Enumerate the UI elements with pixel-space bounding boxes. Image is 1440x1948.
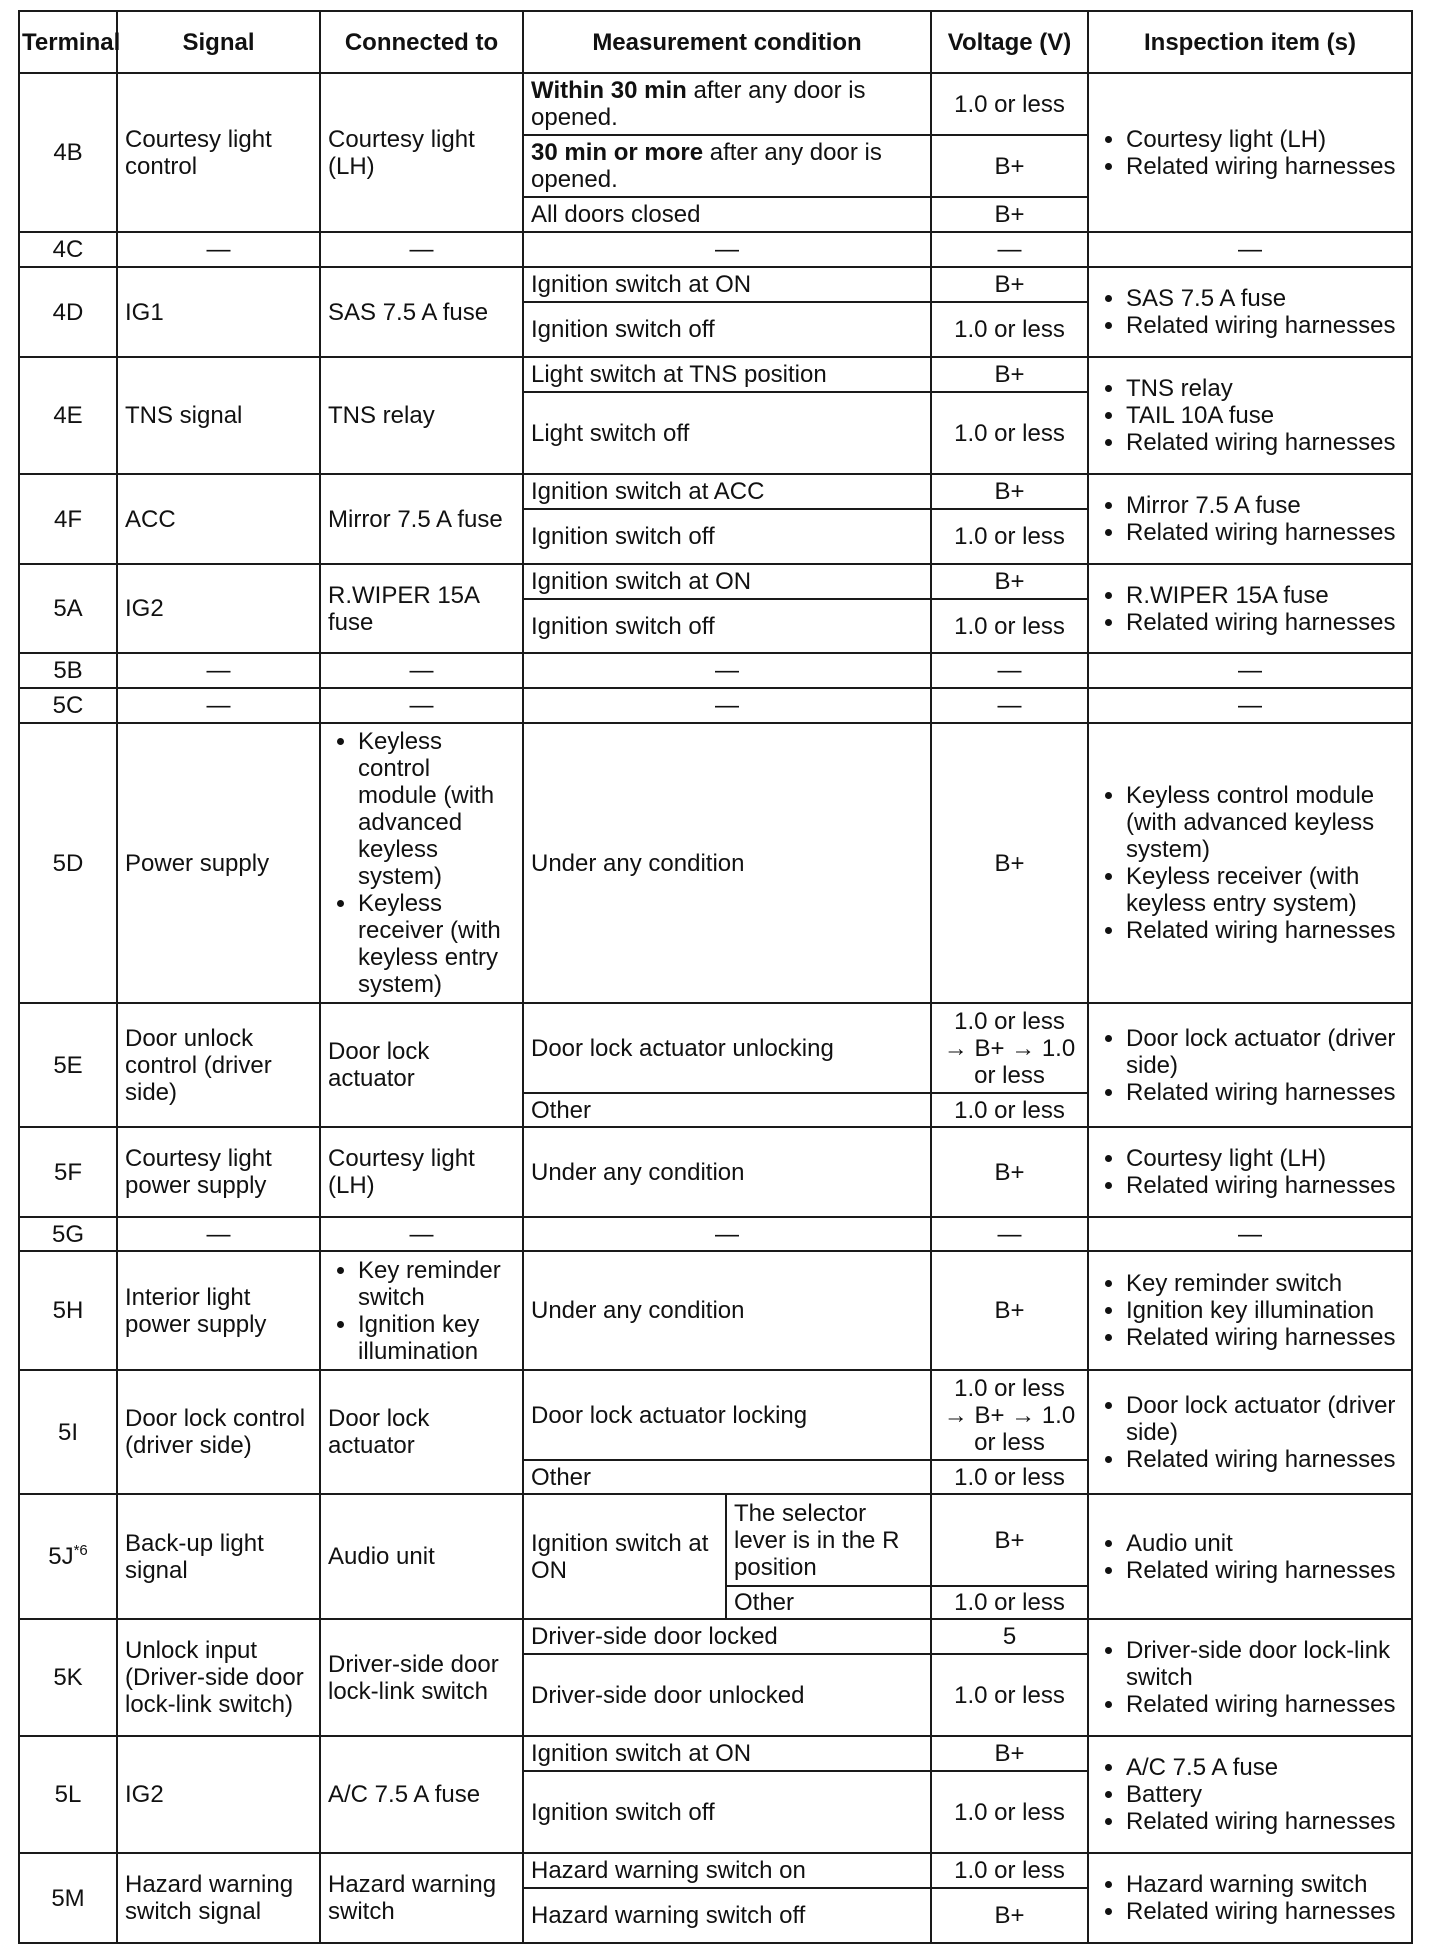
inspection-item: • Mirror 7.5 A fuse — [1126, 492, 1404, 519]
inspection-list — [1096, 1871, 1404, 1925]
inspection-item: • Related wiring harnesses — [1126, 1079, 1404, 1106]
inspection-list — [1096, 1025, 1404, 1106]
connected-list — [328, 728, 515, 998]
terminal-cell: 5L — [19, 1736, 117, 1853]
empty-dash: — — [931, 653, 1088, 688]
inspection-cell — [1088, 1127, 1412, 1217]
table-row — [19, 1251, 1412, 1370]
voltage-cell: 1.0 or less — [931, 392, 1088, 474]
table-row — [19, 474, 1412, 509]
condition-cell: Hazard warning switch off — [523, 1888, 931, 1943]
inspection-cell — [1088, 723, 1412, 1003]
terminal-cell: 5K — [19, 1619, 117, 1736]
empty-dash: — — [931, 688, 1088, 723]
header-connected-to: Connected to — [320, 11, 523, 73]
voltage-cell: 1.0 or less → B+ → 1.0 or less — [931, 1370, 1088, 1460]
condition-cell: Other — [523, 1460, 931, 1494]
condition-cell: Hazard warning switch on — [523, 1853, 931, 1888]
voltage-cell: 1.0 or less — [931, 1771, 1088, 1853]
inspection-item: • R.WIPER 15A fuse — [1126, 582, 1404, 609]
inspection-cell — [1088, 1251, 1412, 1370]
terminal-table-sheet — [18, 10, 1413, 1944]
signal-cell: TNS signal — [117, 357, 320, 474]
inspection-item: • Courtesy light (LH) — [1126, 1145, 1404, 1172]
table-row — [19, 1003, 1412, 1093]
inspection-list — [1096, 1270, 1404, 1351]
signal-cell: Interior light power supply — [117, 1251, 320, 1370]
inspection-cell — [1088, 1494, 1412, 1619]
inspection-item: • Door lock actuator (driver side) — [1126, 1025, 1404, 1079]
empty-dash: — — [523, 688, 931, 723]
inspection-list — [1096, 1145, 1404, 1199]
inspection-list — [1096, 582, 1404, 636]
condition-sub-cell: Other — [726, 1586, 931, 1619]
inspection-list — [1096, 1637, 1404, 1718]
empty-dash: — — [523, 1217, 931, 1251]
condition-cell: Driver-side door locked — [523, 1619, 931, 1654]
inspection-list — [1096, 375, 1404, 456]
connected-item: • Keyless receiver (with keyless entry system) — [358, 890, 515, 998]
table-row — [19, 653, 1412, 688]
inspection-item: • Keyless receiver (with keyless entry system) — [1126, 863, 1404, 917]
condition-cell: Ignition switch off — [523, 302, 931, 357]
inspection-item: • A/C 7.5 A fuse — [1126, 1754, 1404, 1781]
table-row — [19, 1127, 1412, 1217]
condition-sub-cell: The selector lever is in the R position — [726, 1494, 931, 1586]
condition-cell: Other — [523, 1093, 931, 1127]
condition-cell — [523, 73, 931, 135]
connected-cell — [320, 723, 523, 1003]
condition-cell: Light switch at TNS position — [523, 357, 931, 392]
signal-cell: Unlock input (Driver-side door lock-link switch) — [117, 1619, 320, 1736]
inspection-item: • SAS 7.5 A fuse — [1126, 285, 1404, 312]
terminal-voltage-table — [18, 10, 1413, 1944]
inspection-item: • Related wiring harnesses — [1126, 1172, 1404, 1199]
terminal-cell: 5A — [19, 564, 117, 653]
condition-text: after any door is opened. — [531, 139, 882, 193]
inspection-item: • Related wiring harnesses — [1126, 1898, 1404, 1925]
inspection-item: • Keyless control module (with advanced keyless system) — [1126, 782, 1404, 863]
voltage-cell: 1.0 or less — [931, 599, 1088, 653]
terminal-cell: 5C — [19, 688, 117, 723]
empty-dash: — — [523, 653, 931, 688]
empty-dash: — — [117, 653, 320, 688]
signal-cell: IG2 — [117, 564, 320, 653]
terminal-cell: 4B — [19, 73, 117, 232]
signal-cell: Hazard warning switch signal — [117, 1853, 320, 1943]
inspection-item: • TNS relay — [1126, 375, 1404, 402]
signal-cell: IG1 — [117, 267, 320, 357]
inspection-item: • TAIL 10A fuse — [1126, 402, 1404, 429]
table-row — [19, 688, 1412, 723]
empty-dash: — — [117, 1217, 320, 1251]
empty-dash: — — [1088, 1217, 1412, 1251]
table-row — [19, 357, 1412, 392]
voltage-cell: B+ — [931, 1251, 1088, 1370]
inspection-cell — [1088, 357, 1412, 474]
voltage-cell: B+ — [931, 197, 1088, 232]
voltage-cell: 1.0 or less — [931, 302, 1088, 357]
connected-cell: A/C 7.5 A fuse — [320, 1736, 523, 1853]
voltage-cell: B+ — [931, 1494, 1088, 1586]
inspection-cell — [1088, 1619, 1412, 1736]
voltage-cell: B+ — [931, 564, 1088, 599]
voltage-cell: B+ — [931, 357, 1088, 392]
header-signal: Signal — [117, 11, 320, 73]
connected-cell: Audio unit — [320, 1494, 523, 1619]
table-row — [19, 73, 1412, 135]
connected-item: • Ignition key illumination — [358, 1311, 515, 1365]
condition-cell: Door lock actuator locking — [523, 1370, 931, 1460]
inspection-cell — [1088, 267, 1412, 357]
terminal-cell: 5B — [19, 653, 117, 688]
empty-dash: — — [320, 688, 523, 723]
inspection-item: • Related wiring harnesses — [1126, 312, 1404, 339]
inspection-item: • Related wiring harnesses — [1126, 429, 1404, 456]
table-row — [19, 267, 1412, 302]
header-voltage: Voltage (V) — [931, 11, 1088, 73]
empty-dash: — — [931, 232, 1088, 267]
inspection-item: • Courtesy light (LH) — [1126, 126, 1404, 153]
voltage-cell: B+ — [931, 135, 1088, 197]
voltage-cell: 1.0 or less → B+ → 1.0 or less — [931, 1003, 1088, 1093]
condition-text: after any door is opened. — [531, 77, 866, 131]
connected-cell: Courtesy light (LH) — [320, 1127, 523, 1217]
inspection-item: • Ignition key illumination — [1126, 1297, 1404, 1324]
terminal-cell — [19, 1494, 117, 1619]
inspection-list — [1096, 126, 1404, 180]
table-row — [19, 1619, 1412, 1654]
terminal-cell: 5D — [19, 723, 117, 1003]
voltage-cell: 1.0 or less — [931, 73, 1088, 135]
voltage-cell: B+ — [931, 1127, 1088, 1217]
connected-cell — [320, 1251, 523, 1370]
voltage-cell: 1.0 or less — [931, 1460, 1088, 1494]
inspection-cell — [1088, 1853, 1412, 1943]
inspection-item: • Related wiring harnesses — [1126, 917, 1404, 944]
voltage-cell: 5 — [931, 1619, 1088, 1654]
connected-cell: R.WIPER 15A fuse — [320, 564, 523, 653]
condition-cell: Ignition switch off — [523, 599, 931, 653]
voltage-cell: B+ — [931, 474, 1088, 509]
terminal-cell: 5I — [19, 1370, 117, 1494]
voltage-cell: 1.0 or less — [931, 1654, 1088, 1736]
voltage-cell: 1.0 or less — [931, 509, 1088, 564]
inspection-item: • Driver-side door lock-link switch — [1126, 1637, 1404, 1691]
empty-dash: — — [117, 688, 320, 723]
condition-cell: Ignition switch at ACC — [523, 474, 931, 509]
inspection-item: • Key reminder switch — [1126, 1270, 1404, 1297]
inspection-cell — [1088, 1370, 1412, 1494]
empty-dash: — — [1088, 688, 1412, 723]
voltage-cell: 1.0 or less — [931, 1586, 1088, 1619]
inspection-list — [1096, 285, 1404, 339]
condition-cell: Door lock actuator unlocking — [523, 1003, 931, 1093]
signal-cell: IG2 — [117, 1736, 320, 1853]
connected-cell: TNS relay — [320, 357, 523, 474]
condition-cell: Driver-side door unlocked — [523, 1654, 931, 1736]
table-row — [19, 232, 1412, 267]
inspection-item: • Related wiring harnesses — [1126, 153, 1404, 180]
terminal-cell: 5E — [19, 1003, 117, 1127]
voltage-cell: B+ — [931, 1736, 1088, 1771]
connected-cell: SAS 7.5 A fuse — [320, 267, 523, 357]
condition-cell: Ignition switch at ON — [523, 1736, 931, 1771]
inspection-cell — [1088, 564, 1412, 653]
condition-cell: Ignition switch off — [523, 1771, 931, 1853]
connected-cell: Courtesy light (LH) — [320, 73, 523, 232]
inspection-list — [1096, 492, 1404, 546]
inspection-list — [1096, 1392, 1404, 1473]
inspection-cell — [1088, 73, 1412, 232]
condition-emphasis: 30 min or more — [531, 139, 704, 166]
signal-cell: Courtesy light power supply — [117, 1127, 320, 1217]
empty-dash: — — [523, 232, 931, 267]
inspection-item: • Battery — [1126, 1781, 1404, 1808]
signal-cell: Door unlock control (driver side) — [117, 1003, 320, 1127]
header-measurement-condition: Measurement condition — [523, 11, 931, 73]
empty-dash: — — [1088, 653, 1412, 688]
signal-cell: Power supply — [117, 723, 320, 1003]
condition-cell: Under any condition — [523, 1251, 931, 1370]
inspection-item: • Related wiring harnesses — [1126, 1691, 1404, 1718]
condition-cell: Ignition switch at ON — [523, 267, 931, 302]
inspection-item: • Related wiring harnesses — [1126, 1808, 1404, 1835]
connected-list — [328, 1257, 515, 1365]
terminal-cell: 4F — [19, 474, 117, 564]
table-row — [19, 1853, 1412, 1888]
connected-item: • Key reminder switch — [358, 1257, 515, 1311]
table-row — [19, 1217, 1412, 1251]
empty-dash: — — [320, 653, 523, 688]
inspection-item: • Door lock actuator (driver side) — [1126, 1392, 1404, 1446]
inspection-cell — [1088, 1736, 1412, 1853]
header-terminal: Terminal — [19, 11, 117, 73]
header-inspection-items: Inspection item (s) — [1088, 11, 1412, 73]
connected-cell: Door lock actuator — [320, 1003, 523, 1127]
inspection-item: • Hazard warning switch — [1126, 1871, 1404, 1898]
empty-dash: — — [320, 1217, 523, 1251]
inspection-cell — [1088, 474, 1412, 564]
header-row — [19, 11, 1412, 73]
signal-cell: Courtesy light control — [117, 73, 320, 232]
condition-cell: Ignition switch off — [523, 509, 931, 564]
condition-cell: Under any condition — [523, 1127, 931, 1217]
condition-cell: Under any condition — [523, 723, 931, 1003]
terminal-cell: 4C — [19, 232, 117, 267]
signal-cell: ACC — [117, 474, 320, 564]
condition-cell: Light switch off — [523, 392, 931, 474]
voltage-cell: B+ — [931, 267, 1088, 302]
inspection-item: • Related wiring harnesses — [1126, 1324, 1404, 1351]
table-row — [19, 723, 1412, 1003]
voltage-cell: B+ — [931, 1888, 1088, 1943]
connected-cell: Door lock actuator — [320, 1370, 523, 1494]
inspection-item: • Audio unit — [1126, 1530, 1404, 1557]
inspection-item: • Related wiring harnesses — [1126, 1557, 1404, 1584]
inspection-item: • Related wiring harnesses — [1126, 609, 1404, 636]
inspection-list — [1096, 1754, 1404, 1835]
voltage-cell: B+ — [931, 723, 1088, 1003]
table-row — [19, 1494, 1412, 1586]
terminal-cell: 4E — [19, 357, 117, 474]
inspection-item: • Related wiring harnesses — [1126, 519, 1404, 546]
table-row — [19, 564, 1412, 599]
terminal-cell: 5M — [19, 1853, 117, 1943]
empty-dash: — — [320, 232, 523, 267]
voltage-cell: 1.0 or less — [931, 1853, 1088, 1888]
condition-cell — [523, 135, 931, 197]
empty-dash: — — [1088, 232, 1412, 267]
table-row — [19, 1370, 1412, 1460]
inspection-cell — [1088, 1003, 1412, 1127]
terminal-label: 5J — [48, 1543, 74, 1570]
voltage-cell: 1.0 or less — [931, 1093, 1088, 1127]
connected-cell: Mirror 7.5 A fuse — [320, 474, 523, 564]
signal-cell: Door lock control (driver side) — [117, 1370, 320, 1494]
condition-cell: Ignition switch at ON — [523, 564, 931, 599]
terminal-cell: 5F — [19, 1127, 117, 1217]
inspection-list — [1096, 1530, 1404, 1584]
signal-cell: Back-up light signal — [117, 1494, 320, 1619]
connected-cell: Driver-side door lock-link switch — [320, 1619, 523, 1736]
connected-cell: Hazard warning switch — [320, 1853, 523, 1943]
terminal-cell: 4D — [19, 267, 117, 357]
empty-dash: — — [931, 1217, 1088, 1251]
connected-item: • Keyless control module (with advanced keyless system) — [358, 728, 515, 890]
terminal-cell: 5H — [19, 1251, 117, 1370]
empty-dash: — — [117, 232, 320, 267]
condition-emphasis: Within 30 min — [531, 77, 687, 104]
inspection-list — [1096, 782, 1404, 944]
footnote-marker: *6 — [73, 1542, 88, 1559]
table-row — [19, 1736, 1412, 1771]
inspection-item: • Related wiring harnesses — [1126, 1446, 1404, 1473]
condition-cell: All doors closed — [523, 197, 931, 232]
condition-main-cell: Ignition switch at ON — [523, 1494, 726, 1619]
terminal-cell: 5G — [19, 1217, 117, 1251]
